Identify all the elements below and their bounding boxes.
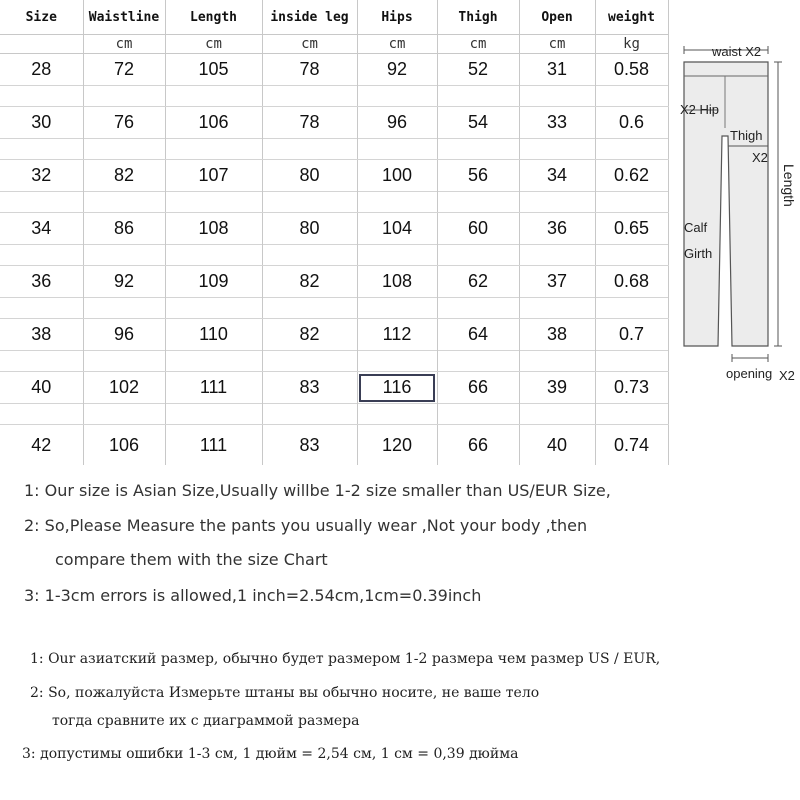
spacer-cell <box>519 86 595 107</box>
units-row <box>0 35 668 54</box>
header-inside-leg: inside leg <box>262 0 357 35</box>
table-cell: 40 <box>0 372 83 404</box>
table-cell: 108 <box>357 266 437 298</box>
table-cell: 82 <box>262 266 357 298</box>
table-cell: 104 <box>357 213 437 245</box>
table-cell: 72 <box>83 54 165 86</box>
spacer-cell <box>262 404 357 425</box>
table-cell: 66 <box>437 372 519 404</box>
spacer-cell <box>519 139 595 160</box>
table-cell: 54 <box>437 107 519 139</box>
spacer-cell <box>165 192 262 213</box>
table-cell: 42 <box>0 425 83 466</box>
table-cell: 116 <box>357 372 437 404</box>
diagram-thigh-label: Thigh <box>730 128 763 143</box>
spacer-cell <box>357 139 437 160</box>
spacer-cell <box>357 298 437 319</box>
spacer-cell <box>83 139 165 160</box>
table-cell: 105 <box>165 54 262 86</box>
spacer-cell <box>437 245 519 266</box>
spacer-cell <box>165 86 262 107</box>
note-en-3: 3: 1-3cm errors is allowed,1 inch=2.54cm,1cm=0.39inch <box>24 586 482 605</box>
spacer-cell <box>262 245 357 266</box>
spacer-cell <box>437 139 519 160</box>
spacer-cell <box>0 404 83 425</box>
table-cell: 38 <box>519 319 595 351</box>
spacer-cell <box>83 404 165 425</box>
spacer-cell <box>165 298 262 319</box>
unit-cell: cm <box>519 35 595 54</box>
table-cell: 36 <box>519 213 595 245</box>
table-row <box>0 160 668 192</box>
table-cell: 40 <box>519 425 595 466</box>
spacer-cell <box>0 351 83 372</box>
spacer-cell <box>83 298 165 319</box>
spacer-cell <box>0 245 83 266</box>
spacer-cell <box>595 351 668 372</box>
spacer-row <box>0 245 668 266</box>
table-cell: 82 <box>83 160 165 192</box>
table-cell: 62 <box>437 266 519 298</box>
table-row <box>0 107 668 139</box>
table-cell: 86 <box>83 213 165 245</box>
table-cell: 120 <box>357 425 437 466</box>
diagram-hip-label: X2 Hip <box>680 102 720 117</box>
table-row <box>0 372 668 404</box>
spacer-cell <box>437 351 519 372</box>
table-cell: 107 <box>165 160 262 192</box>
table-cell: 80 <box>262 213 357 245</box>
spacer-cell <box>519 298 595 319</box>
spacer-cell <box>262 298 357 319</box>
table-cell: 0.73 <box>595 372 668 404</box>
unit-cell: cm <box>262 35 357 54</box>
spacer-cell <box>83 192 165 213</box>
spacer-cell <box>437 192 519 213</box>
header-open: Open <box>519 0 595 35</box>
table-cell: 110 <box>165 319 262 351</box>
table-cell: 34 <box>0 213 83 245</box>
table-cell: 0.65 <box>595 213 668 245</box>
table-row <box>0 425 668 466</box>
table-row <box>0 319 668 351</box>
note-en-1: 1: Our size is Asian Size,Usually willbe 1-2 size smaller than US/EUR Size, <box>24 481 611 500</box>
table-cell: 78 <box>262 54 357 86</box>
header-hips: Hips <box>357 0 437 35</box>
spacer-cell <box>437 86 519 107</box>
spacer-cell <box>0 192 83 213</box>
table-cell: 66 <box>437 425 519 466</box>
table-cell: 32 <box>0 160 83 192</box>
table-cell: 64 <box>437 319 519 351</box>
table-cell: 0.6 <box>595 107 668 139</box>
note-ru-2: 2: So, пожалуйста Измерьте штаны вы обычно носите, не ваше тело <box>30 685 540 701</box>
spacer-row <box>0 86 668 107</box>
spacer-cell <box>83 245 165 266</box>
table-cell: 34 <box>519 160 595 192</box>
table-row <box>0 213 668 245</box>
spacer-cell <box>595 404 668 425</box>
header-waistline: Waistline <box>83 0 165 35</box>
table-cell: 33 <box>519 107 595 139</box>
table-cell: 28 <box>0 54 83 86</box>
spacer-cell <box>437 404 519 425</box>
header-weight: weight <box>595 0 668 35</box>
table-cell: 0.7 <box>595 319 668 351</box>
table-cell: 109 <box>165 266 262 298</box>
spacer-cell <box>262 351 357 372</box>
spacer-cell <box>519 351 595 372</box>
table-cell: 80 <box>262 160 357 192</box>
table-cell: 96 <box>357 107 437 139</box>
table-cell: 83 <box>262 372 357 404</box>
table-row <box>0 266 668 298</box>
spacer-cell <box>165 139 262 160</box>
spacer-cell <box>519 245 595 266</box>
spacer-cell <box>595 298 668 319</box>
table-row <box>0 54 668 86</box>
spacer-cell <box>262 192 357 213</box>
table-cell: 36 <box>0 266 83 298</box>
spacer-cell <box>165 245 262 266</box>
table-cell: 37 <box>519 266 595 298</box>
unit-cell <box>0 35 83 54</box>
spacer-cell <box>0 139 83 160</box>
header-size: Size <box>0 0 83 35</box>
table-cell: 106 <box>165 107 262 139</box>
table-cell: 92 <box>83 266 165 298</box>
table-cell: 78 <box>262 107 357 139</box>
table-cell: 39 <box>519 372 595 404</box>
unit-cell: cm <box>357 35 437 54</box>
spacer-cell <box>0 298 83 319</box>
table-cell: 0.74 <box>595 425 668 466</box>
diagram-calf-label: Calf <box>684 220 708 235</box>
spacer-cell <box>262 86 357 107</box>
table-cell: 112 <box>357 319 437 351</box>
spacer-cell <box>595 245 668 266</box>
spacer-cell <box>357 86 437 107</box>
pants-measurement-diagram <box>668 36 800 396</box>
spacer-cell <box>437 298 519 319</box>
spacer-cell <box>83 351 165 372</box>
diagram-waist-label: waist X2 <box>712 44 762 59</box>
spacer-cell <box>357 351 437 372</box>
table-cell: 38 <box>0 319 83 351</box>
spacer-cell <box>519 404 595 425</box>
spacer-row <box>0 351 668 372</box>
table-cell: 106 <box>83 425 165 466</box>
table-cell: 60 <box>437 213 519 245</box>
spacer-cell <box>165 404 262 425</box>
spacer-row <box>0 192 668 213</box>
table-cell: 82 <box>262 319 357 351</box>
table-cell: 30 <box>0 107 83 139</box>
table-cell: 0.68 <box>595 266 668 298</box>
note-ru-2-cont: тогда сравните их с диаграммой размера <box>52 713 360 729</box>
unit-cell: cm <box>83 35 165 54</box>
spacer-cell <box>165 351 262 372</box>
spacer-cell <box>595 86 668 107</box>
diagram-opening-label: opening <box>726 366 773 381</box>
spacer-row <box>0 298 668 319</box>
table-cell: 0.58 <box>595 54 668 86</box>
table-cell: 31 <box>519 54 595 86</box>
table-cell: 76 <box>83 107 165 139</box>
spacer-cell <box>83 86 165 107</box>
table-cell: 102 <box>83 372 165 404</box>
header-length: Length <box>165 0 262 35</box>
unit-cell: kg <box>595 35 668 54</box>
header-thigh: Thigh <box>437 0 519 35</box>
spacer-cell <box>262 139 357 160</box>
spacer-row <box>0 404 668 425</box>
table-cell: 111 <box>165 425 262 466</box>
note-ru-3: 3: допустимы ошибки 1-3 см, 1 дюйм = 2,54 см, 1 см = 0,39 дюйма <box>22 746 519 762</box>
diagram-girth-label: Girth <box>684 246 713 261</box>
note-en-2-cont: compare them with the size Chart <box>55 550 328 569</box>
spacer-cell <box>595 192 668 213</box>
note-ru-1: 1: Our азиатский размер, обычно будет размером 1-2 размера чем размер US / EUR, <box>30 651 661 667</box>
table-cell: 52 <box>437 54 519 86</box>
table-cell: 96 <box>83 319 165 351</box>
table-cell: 83 <box>262 425 357 466</box>
spacer-row <box>0 139 668 160</box>
size-chart-table <box>0 0 669 465</box>
unit-cell: cm <box>165 35 262 54</box>
table-cell: 111 <box>165 372 262 404</box>
spacer-cell <box>357 404 437 425</box>
table-cell: 100 <box>357 160 437 192</box>
spacer-cell <box>0 86 83 107</box>
note-en-2: 2: So,Please Measure the pants you usually wear ,Not your body ,then <box>24 516 588 535</box>
table-cell: 0.62 <box>595 160 668 192</box>
table-cell: 92 <box>357 54 437 86</box>
spacer-cell <box>519 192 595 213</box>
diagram-length-label: Length <box>781 164 797 207</box>
spacer-cell <box>357 192 437 213</box>
table-cell: 108 <box>165 213 262 245</box>
diagram-thigh-x2-label: X2 <box>752 150 768 165</box>
unit-cell: cm <box>437 35 519 54</box>
spacer-cell <box>595 139 668 160</box>
table-cell: 56 <box>437 160 519 192</box>
diagram-opening-x2-label: X2 <box>779 368 795 383</box>
spacer-cell <box>357 245 437 266</box>
